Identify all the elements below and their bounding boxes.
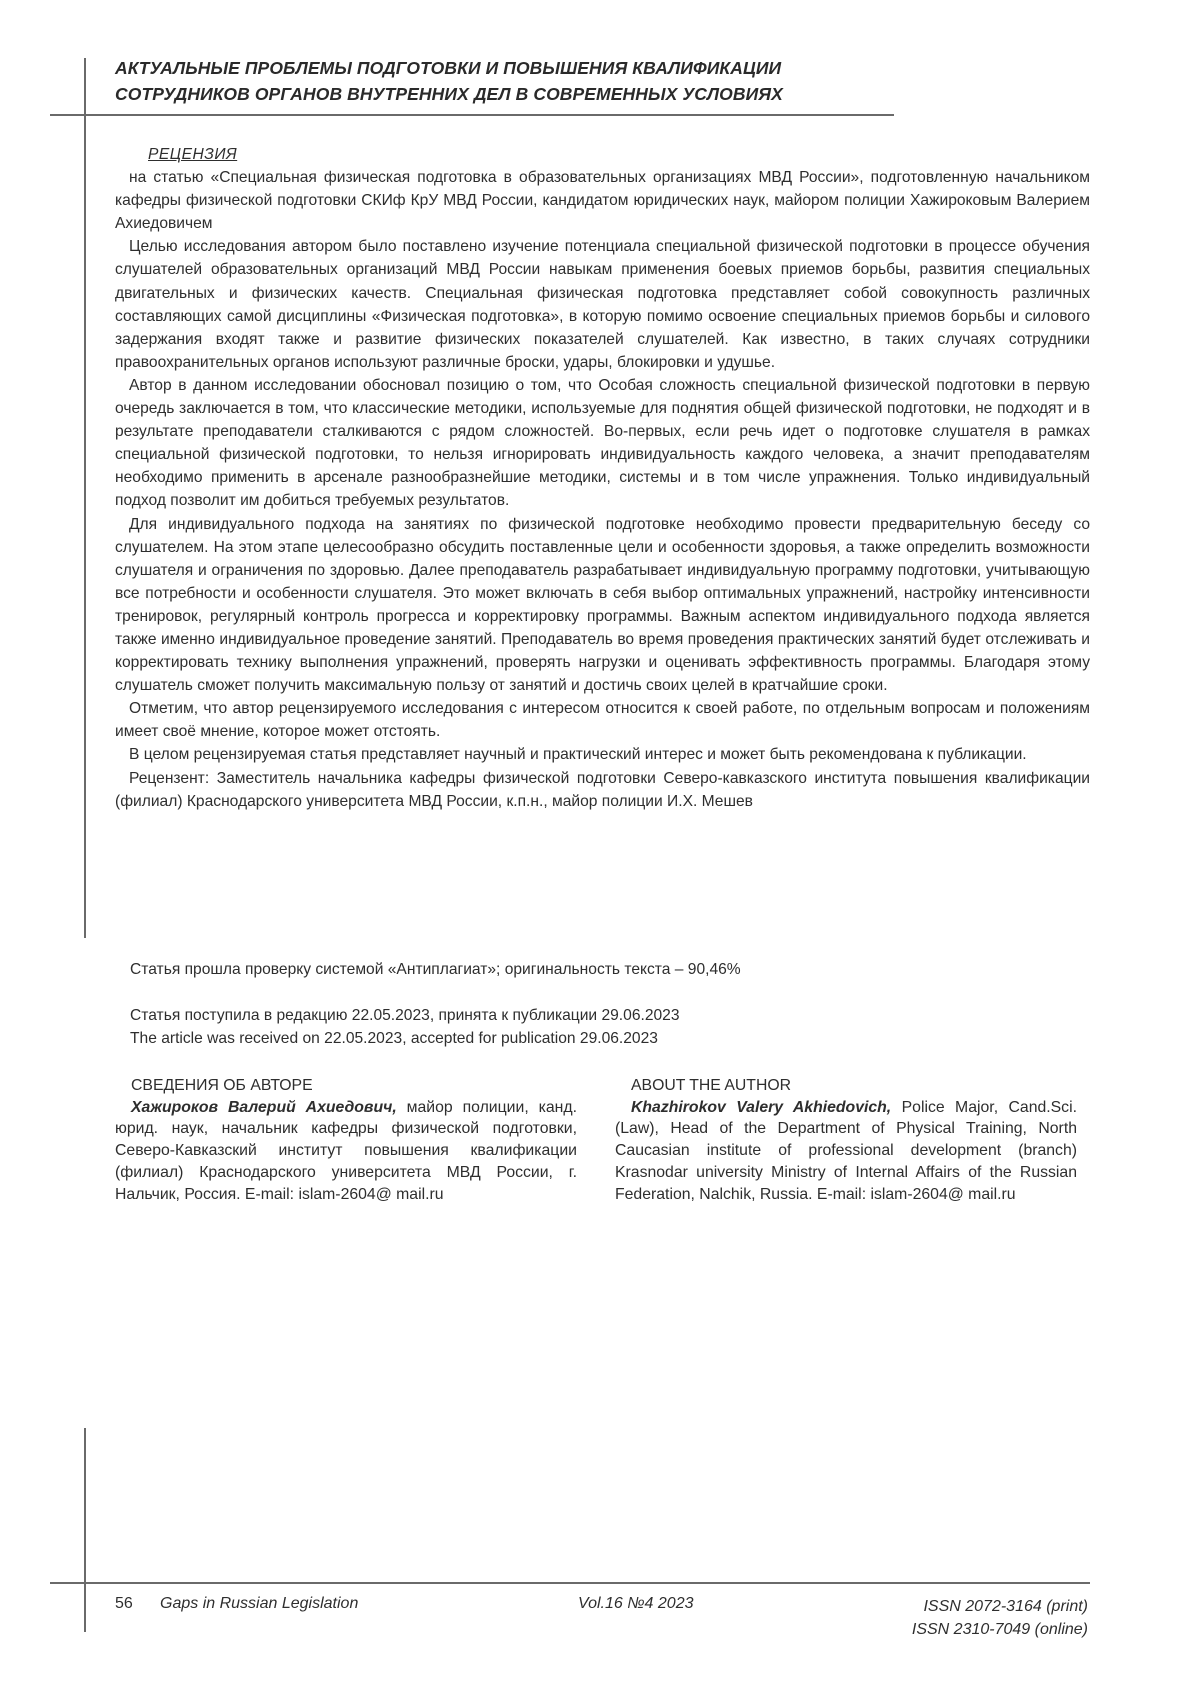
review-paragraph: Автор в данном исследовании обосновал позицию о том, что Особая сложность специальной физической подготовки в первую очередь заключается в том, что классические методики, используемые для поднятия общей физической подготовки, не подходят и в результате преподаватели сталкиваются с рядом сложностей. Во-первых, если речь идет о подготовке слушателя в рамках специальной физической подготовки, то нельзя игнорировать индивидуальность каждого человека, а значит преподавателям необходимо применить в арсенале разнообразнейшие методики, системы и в том числе упражнения. Только индивидуальный подход позволит им добиться требуемых результатов. <box>115 376 1090 510</box>
author-info-ru-text <box>115 1097 577 1206</box>
author-name-en: Khazhirokov Valery Akhiedovich, <box>631 1098 892 1116</box>
running-head-line-1: АКТУАЛЬНЫЕ ПРОБЛЕМЫ ПОДГОТОВКИ И ПОВЫШЕНИЯ КВАЛИФИКАЦИИ <box>115 58 782 78</box>
review-heading: РЕЦЕНЗИЯ <box>148 146 238 163</box>
author-name-ru: Хажироков Валерий Ахиедович, <box>131 1098 397 1116</box>
received-note-ru: Статья поступила в редакцию 22.05.2023, принята к публикации 29.06.2023 <box>130 1007 680 1024</box>
reviewer-paragraph: Рецензент: Заместитель начальника кафедры физической подготовки Северо-кавказского института повышения квалификации (филиал) Краснодарского университета МВД России, к.п.н., майор полиции И.Х. Мешев <box>115 769 1090 810</box>
running-head-line-2: СОТРУДНИКОВ ОРГАНОВ ВНУТРЕННИХ ДЕЛ В СОВРЕМЕННЫХ УСЛОВИЯХ <box>115 84 783 104</box>
author-info-ru-title: СВЕДЕНИЯ ОБ АВТОРЕ <box>131 1077 313 1094</box>
top-vertical-rule <box>84 58 86 938</box>
review-paragraph: Отметим, что автор рецензируемого исследования с интересом относится к своей работе, по отдельным вопросам и положениям имеет своё мнение, которое может отстоять. <box>115 700 1090 741</box>
issn-online: ISSN 2310-7049 (online) <box>911 1621 1088 1638</box>
author-details-en: Police Major, Cand.Sci. (Law), Head of the Department of Physical Training, North Caucasian institute of professional development (branch) Krasnodar university Ministry of Internal Affairs of the Russian Federation, Nalchik, Russia. E-mail: islam-2604@ mail.ru <box>615 1098 1077 1203</box>
running-head <box>115 55 1015 107</box>
review-paragraph: на статью «Специальная физическая подготовка в образовательных организациях МВД России», подготовленную начальником кафедры физической подготовки СКИф КрУ МВД России, кандидатом юридических наук, майором полиции Хажироковым Валерием Ахиедовичем <box>115 169 1090 233</box>
review-section <box>115 143 1090 813</box>
publication-notes <box>130 958 1030 1050</box>
review-paragraph: Целью исследования автором было поставлено изучение потенциала специальной физической подготовки в процессе обучения слушателей образовательных организаций МВД России навыкам применения боевых приемов борьбы, развития специальных двигательных и физических качеств. Специальная физическая подготовка представляет собой совокупность различных составляющих самой дисциплины «Физическая подготовка», в которую помимо освоение специальных приемов борьбы и силового задержания входят также и развитие физических показателей слушателей. Как известно, в таких случаях сотрудники правоохранительных органов используют различные броски, удары, блокировки и удушье. <box>115 238 1090 371</box>
bottom-vertical-rule <box>84 1428 86 1632</box>
review-paragraph: В целом рецензируемая статья представляет научный и практический интерес и может быть рекомендована к публикации. <box>129 746 1027 764</box>
review-paragraph: Для индивидуального подхода на занятиях по физической подготовке необходимо провести предварительную беседу со слушателем. На этом этапе целесообразно обсудить поставленные цели и особенности здоровья, а также определить возможности слушателя и ограничения по здоровью. Далее преподаватель разрабатывает индивидуальную программу подготовки, учитывающую все потребности и особенности слушателя. Это может включать в себя выбор оптимальных упражнений, настройку интенсивности тренировок, регулярный контроль прогресса и корректировку программы. Важным аспектом индивидуального подхода является также именно индивидуальное проведение занятий. Преподаватель во время проведения практических занятий будет отслеживать и корректировать технику выполнения упражнений, проверять нагрузки и оценивать эффективность программы. Благодаря этому слушатель сможет получить максимальную пользу от занятий и достичь своих целей в кратчайшие сроки. <box>115 515 1090 695</box>
author-info-en <box>615 1075 1077 1205</box>
received-note-en: The article was received on 22.05.2023, accepted for publication 29.06.2023 <box>130 1030 658 1047</box>
journal-name: Gaps in Russian Legislation <box>160 1595 359 1612</box>
antiplagiat-note: Статья прошла проверку системой «Антиплагиат»; оригинальность текста – 90,46% <box>130 961 741 978</box>
footer-horizontal-rule <box>50 1582 1090 1584</box>
issn-block <box>912 1595 1088 1641</box>
page-number: 56 <box>115 1595 133 1612</box>
author-info-en-title: ABOUT THE AUTHOR <box>631 1077 792 1094</box>
author-info-en-text <box>615 1097 1077 1206</box>
author-details-ru: майор полиции, канд. юрид. наук, начальник кафедры физической подготовки, Северо-Кавказский институт повышения квалификации (филиал) Краснодарского университета МВД России, г. Нальчик, Россия. E-mail: islam-2604@ mail.ru <box>115 1098 577 1203</box>
volume-issue: Vol.16 №4 2023 <box>578 1595 694 1612</box>
author-info-ru <box>115 1075 577 1205</box>
issn-print: ISSN 2072-3164 (print) <box>923 1598 1088 1615</box>
top-horizontal-rule <box>50 114 894 116</box>
